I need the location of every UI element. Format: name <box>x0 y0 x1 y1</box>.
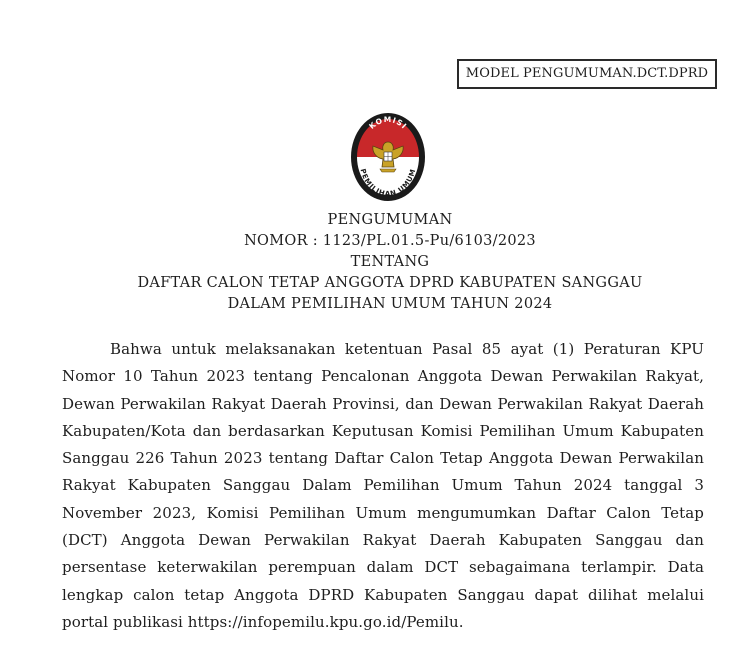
model-label: MODEL PENGUMUMAN.DCT.DPRD <box>465 66 709 81</box>
kpu-garuda-emblem-icon <box>350 112 426 202</box>
model-label-box <box>457 59 717 89</box>
heading-subject: DAFTAR CALON TETAP ANGGOTA DPRD KABUPATEN SANGGAU <box>137 275 643 291</box>
emblem-bottom-text: PEMILIHAN UMUM <box>358 167 418 199</box>
heading-about: TENTANG <box>350 254 430 270</box>
emblem-top-text: KOMISI <box>367 114 409 131</box>
announcement-heading <box>100 210 680 315</box>
heading-number: NOMOR : 1123/PL.01.5-Pu/6103/2023 <box>244 233 536 249</box>
heading-subject-cont: DALAM PEMILIHAN UMUM TAHUN 2024 <box>227 296 553 312</box>
body-paragraph: Bahwa untuk melaksanakan ketentuan Pasal 85 ayat (1) Peraturan KPU Nomor 10 Tahun 2023 tentang Pencalonan Anggota Dewan Perwakilan Rakyat, Dewan Perwakilan Rakyat Daerah Provinsi, dan Dewan Perwakilan Rakyat Daerah Kabupaten/Kota dan berdasarkan Keputusan Komisi Pemilihan Umum Kabupaten Sanggau 226 Tahun 2023 tentang Daftar Calon Tetap Anggota Dewan Perwakilan Rakyat Kabupaten Sanggau Dalam Pemilihan Umum Tahun 2024 tanggal 3 November 2023, Komisi Pemilihan Umum mengumumkan Daftar Calon Tetap (DCT) Anggota Dewan Perwakilan Rakyat Daerah Kabupaten Sanggau dan persentase keterwakilan perempuan dalam DCT sebagaimana terlampir. Data lengkap calon tetap Anggota DPRD Kabupaten Sanggau dapat dilihat melalui portal publikasi https://infopemilu.kpu.go.id/Pemilu. <box>62 340 704 631</box>
heading-title: PENGUMUMAN <box>327 212 453 228</box>
